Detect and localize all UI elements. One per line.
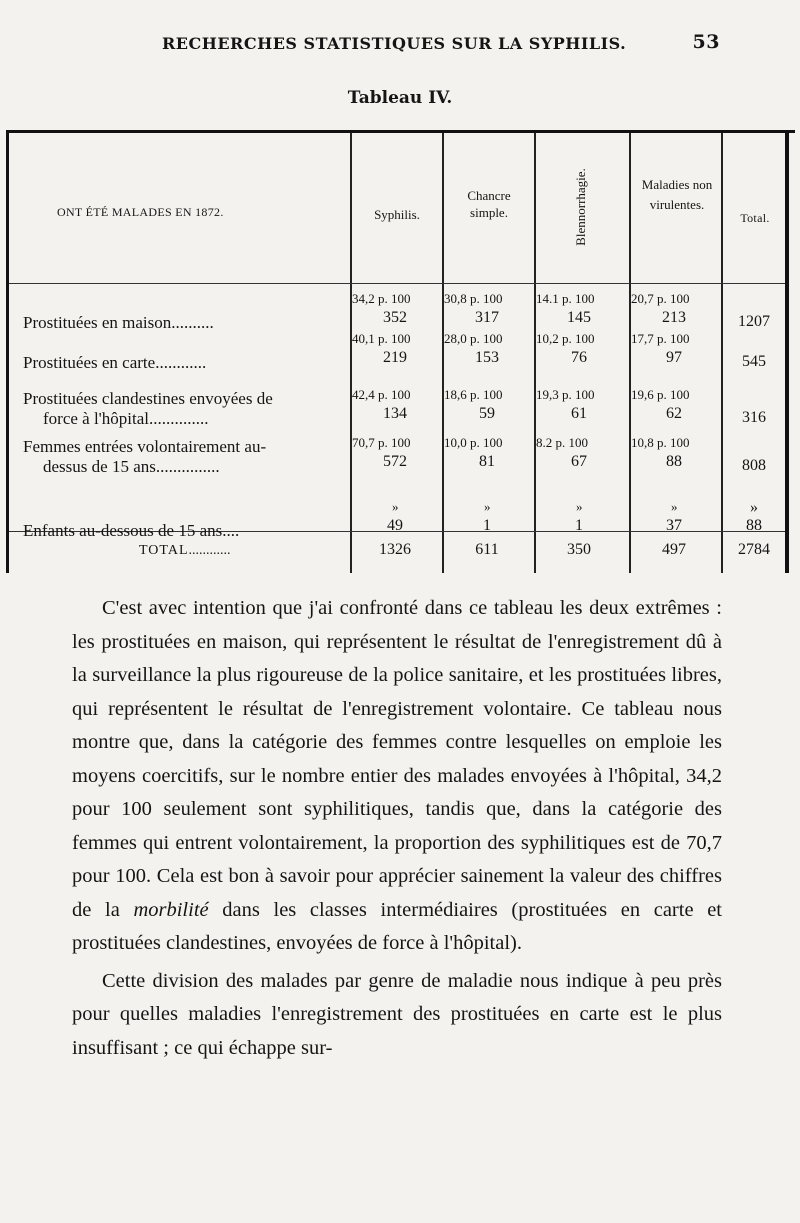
percent-cell: 17,7 p. 100: [631, 331, 690, 346]
col-header-syphilis: Syphilis.: [374, 207, 420, 222]
statistics-table: [6, 130, 795, 573]
row-label-line: Enfants au-dessous de 15 ans: [23, 521, 223, 540]
row-label-line: Femmes entrées volontairement au-: [23, 437, 267, 456]
count-cell: 572: [383, 453, 407, 470]
percent-cell: »: [671, 499, 678, 514]
count-cell: 97: [666, 349, 682, 366]
percent-cell: 70,7 p. 100: [352, 435, 411, 450]
percent-cell: 34,2 p. 100: [352, 291, 411, 306]
page-number: 53: [692, 31, 720, 53]
col-header-chancre: Chancre simple.: [467, 188, 511, 220]
row-label-line: Prostituées en carte: [23, 353, 156, 372]
percent-cell: 28,0 p. 100: [444, 331, 503, 346]
col-header-total: Total.: [740, 211, 770, 225]
total-label: TOTAL: [139, 543, 189, 558]
count-cell: 61: [571, 405, 587, 422]
total-row-label: [139, 541, 231, 561]
percent-cell: 18,6 p. 100: [444, 387, 503, 402]
count-cell: 67: [571, 453, 587, 470]
column-total-cell: 611: [475, 541, 499, 558]
leader-dots: ..............: [148, 409, 209, 428]
count-cell: 153: [475, 349, 499, 366]
percent-cell: 20,7 p. 100: [631, 291, 690, 306]
count-cell: 76: [571, 349, 587, 366]
leader-dots: ............: [155, 353, 207, 372]
table-title: Tableau IV.: [347, 88, 453, 108]
header-rule: [9, 283, 785, 284]
row-total-cell: 1207: [738, 313, 770, 330]
row-header: ONT ÉTÉ MALADES EN 1872.: [57, 205, 224, 219]
count-cell: 134: [383, 405, 407, 422]
percent-cell: 14.1 p. 100: [536, 291, 595, 306]
leader-dots: ............: [188, 543, 231, 558]
italic-term: morbilité: [133, 898, 209, 921]
body-text: [72, 592, 722, 1069]
percent-cell: 40,1 p. 100: [352, 331, 411, 346]
percent-cell: »: [576, 499, 583, 514]
count-cell: 88: [666, 453, 682, 470]
paragraph: [72, 965, 722, 1066]
count-cell: 37: [666, 517, 682, 534]
percent-cell: 8.2 p. 100: [536, 435, 588, 450]
count-cell: 352: [383, 309, 407, 326]
leader-dots: ...............: [155, 457, 220, 476]
count-cell: 59: [479, 405, 495, 422]
row-label-line: force à l'hôpital: [43, 409, 149, 428]
row-label: [23, 353, 206, 373]
percent-cell: 19,3 p. 100: [536, 387, 595, 402]
percent-cell: 10,8 p. 100: [631, 435, 690, 450]
paragraph-text: Cette division des malades par genre de maladie nous indique à peu près pour quelles maladies l'enregistrement des prostituées en carte est le plus insuffisant ; ce qui échappe sur-: [72, 969, 722, 1059]
count-cell: 219: [383, 349, 407, 366]
percent-cell: 10,0 p. 100: [444, 435, 503, 450]
paragraph: [72, 592, 722, 961]
col-header-blennorrhagie: Blennorrhagie.: [573, 168, 588, 246]
leader-dots: ..........: [171, 313, 214, 332]
grand-total-cell: 2784: [738, 541, 770, 558]
row-label: [23, 521, 239, 541]
percent-cell: »: [392, 499, 399, 514]
row-label-line: Prostituées en maison: [23, 313, 172, 332]
count-cell: 213: [662, 309, 686, 326]
percent-cell: »: [484, 499, 491, 514]
row-label-line: Prostituées clandestines envoyées de: [23, 389, 273, 408]
row-label: [23, 389, 273, 429]
count-cell: 49: [387, 517, 403, 534]
percent-cell: 19,6 p. 100: [631, 387, 690, 402]
count-cell: 1: [575, 517, 583, 534]
row-total-cell: 88: [746, 517, 762, 534]
count-cell: 145: [567, 309, 591, 326]
row-total-cell: 808: [742, 457, 766, 474]
percent-cell: 10,2 p. 100: [536, 331, 595, 346]
row-label: [23, 437, 266, 477]
count-cell: 62: [666, 405, 682, 422]
row-label: [23, 313, 214, 333]
running-title: RECHERCHES STATISTIQUES SUR LA SYPHILIS.: [162, 34, 627, 53]
row-total-cell: 545: [742, 353, 766, 370]
leader-dots: ....: [222, 521, 240, 540]
paragraph-text: C'est avec intention que j'ai confronté dans ce tableau les deux extrêmes : les prostituées en maison, qui représentent le résultat de l'enregistrement dû à la surveillance la plus rigoureuse de la police sanitaire, et les prostituées libres, qui représentent le résultat de l'enregistrement volontaire. Ce tableau nous montre que, dans la catégorie des femmes contre lesquelles on emploie les moyens coercitifs, sur le nombre entier des malades envoyées à l'hôpital, 34,2 pour 100 seulement sont syphilitiques, tandis que, dans la catégorie des femmes qui entrent volontairement, la proportion des syphilitiques est de 70,7 pour 100. Cela est bon à savoir pour apprécier sainement la valeur des chiffres de la: [72, 597, 722, 921]
row-total-cell: 316: [742, 409, 766, 426]
percent-cell: 42,4 p. 100: [352, 387, 411, 402]
total-percent-cell: »: [750, 499, 758, 516]
percent-cell: 30,8 p. 100: [444, 291, 503, 306]
table-right-border: [785, 133, 789, 573]
paragraph-text: dans les classes intermédiaires (prostituées en carte et prostituées clandestines, envoyées de force à l'hôpital).: [72, 898, 722, 954]
column-total-cell: 497: [662, 541, 686, 558]
count-cell: 81: [479, 453, 495, 470]
count-cell: 317: [475, 309, 499, 326]
col-header-maladies: Maladies non virulentes.: [641, 177, 713, 212]
count-cell: 1: [483, 517, 491, 534]
column-total-cell: 350: [567, 541, 591, 558]
column-total-cell: 1326: [379, 541, 411, 558]
row-label-line: dessus de 15 ans: [43, 457, 156, 476]
